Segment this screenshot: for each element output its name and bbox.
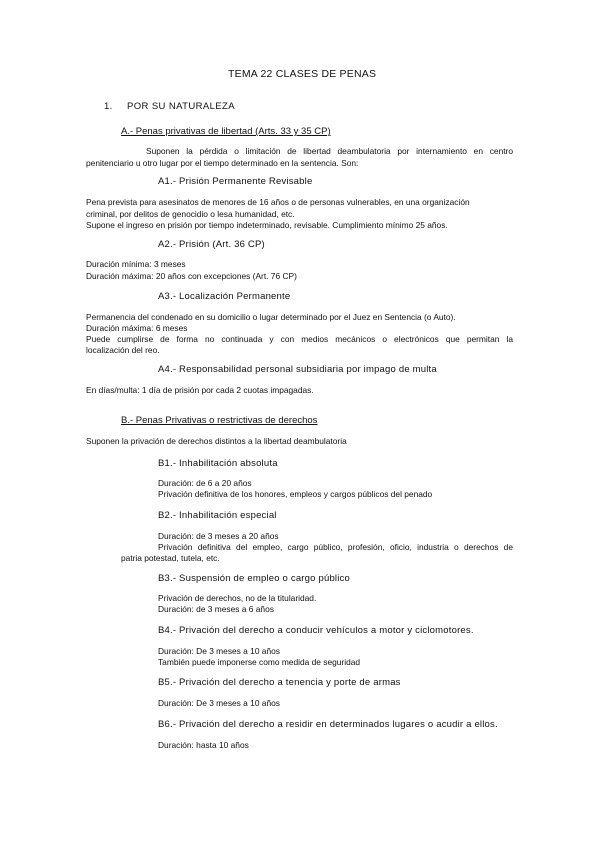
- item-heading-b6: B6.- Privación del derecho a residir en determinados lugares o acudir a ellos.: [158, 719, 498, 730]
- paragraph-line: Duración máxima: 6 meses: [86, 323, 188, 333]
- paragraph-line: Duración: De 3 meses a 10 años: [158, 646, 280, 656]
- paragraph-line: En días/multa: 1 día de prisión por cada 2 cuotas impagadas.: [86, 385, 314, 395]
- item-heading-b2: B2.- Inhabilitación especial: [158, 510, 277, 521]
- paragraph-line: Puede cumplirse de forma no continuada y con medios mecánicos o electrónicos que permitan la: [86, 334, 513, 344]
- paragraph-line: Privación definitiva del empleo, cargo público, profesión, oficio, industria o derechos de: [158, 542, 513, 552]
- paragraph-line: patria potestad, tutela, etc.: [121, 553, 220, 563]
- paragraph-line: Duración: hasta 10 años: [158, 740, 249, 750]
- section-heading: POR SU NATURALEZA: [127, 101, 235, 112]
- page-title: TEMA 22 CLASES DE PENAS: [228, 68, 377, 80]
- paragraph-line: Duración: De 3 meses a 10 años: [158, 698, 280, 708]
- paragraph-line: Duración: de 3 meses a 20 años: [158, 531, 279, 541]
- item-heading-b5: B5.- Privación del derecho a tenencia y porte de armas: [158, 677, 401, 688]
- section-number: 1.: [104, 101, 113, 112]
- paragraph-line: Duración máxima: 20 años con excepciones (Art. 76 CP): [86, 271, 297, 281]
- item-heading-b1: B1.- Inhabilitación absoluta: [158, 458, 278, 469]
- paragraph-line: También puede imponerse como medida de seguridad: [158, 657, 361, 667]
- paragraph-line: Permanencia del condenado en su domicilio o lugar determinado por el Juez en Sentencia (o Auto).: [86, 312, 456, 322]
- paragraph-line: criminal, por delitos de genocidio o lesa humanidad, etc.: [86, 209, 295, 219]
- subsection-heading-a: A.- Penas privativas de libertad (Arts. 33 y 35 CP): [121, 126, 331, 137]
- paragraph-line: Privación definitiva de los honores, empleos y cargos públicos del penado: [158, 489, 433, 499]
- paragraph-line: Duración mínima: 3 meses: [86, 259, 186, 269]
- subsection-heading-b: B.- Penas Privativas o restrictivas de derechos: [121, 415, 318, 426]
- item-heading-b3: B3.- Suspensión de empleo o cargo público: [158, 573, 350, 584]
- paragraph-line: penitenciario u otro lugar por el tiempo determinado en la sentencia. Son:: [86, 158, 359, 168]
- paragraph-line: Duración: de 3 meses a 6 años: [158, 604, 274, 614]
- paragraph-line: Suponen la pérdida o limitación de libertad deambulatoria por internamiento en centro: [146, 146, 513, 156]
- item-heading-a3: A3.- Localización Permanente: [158, 291, 291, 302]
- item-heading-a1: A1.- Prisión Permanente Revisable: [158, 176, 313, 187]
- paragraph-line: Supone el ingreso en prisión por tiempo indeterminado, revisable. Cumplimiento mínimo 25 años.: [86, 220, 448, 230]
- item-heading-b4: B4.- Privación del derecho a conducir vehículos a motor y ciclomotores.: [158, 625, 474, 636]
- paragraph-line: Privación de derechos, no de la titularidad.: [158, 593, 317, 603]
- item-heading-a4: A4.- Responsabilidad personal subsidiaria por impago de multa: [158, 364, 437, 375]
- paragraph-line: Suponen la privación de derechos distintos a la libertad deambulatoria: [86, 436, 347, 446]
- paragraph-line: localización del reo.: [86, 345, 160, 355]
- paragraph-line: Duración: de 6 a 20 años: [158, 478, 252, 488]
- paragraph-line: Pena prevista para asesinatos de menores de 16 años o de personas vulnerables, en una organización: [86, 197, 470, 207]
- item-heading-a2: A2.- Prisión (Art. 36 CP): [158, 239, 265, 250]
